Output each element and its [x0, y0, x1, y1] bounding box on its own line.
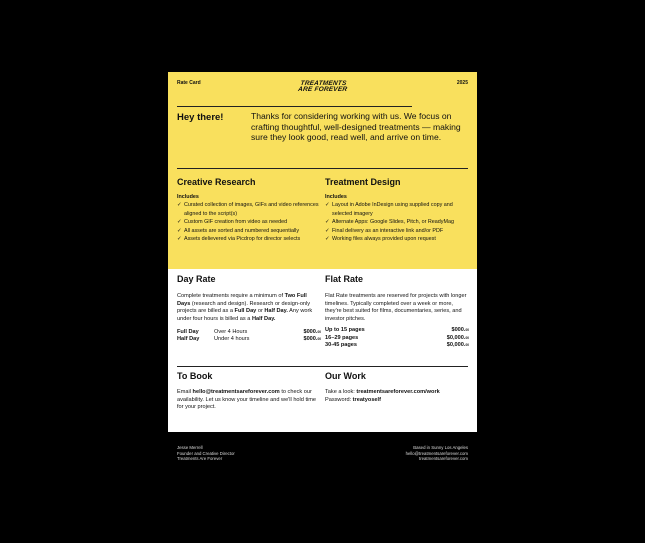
list-item-text: Alternate Apps: Google Slides, Pitch, or ReadyMag — [332, 219, 454, 226]
creative-research-section — [177, 177, 321, 244]
footer-name: Jesse Merrell — [177, 445, 203, 450]
footer-role: Founder and Creative Director — [177, 450, 235, 456]
intro-heading: Hey there! — [177, 112, 224, 123]
day-rate-row-full — [177, 329, 321, 336]
check-icon: ✓ — [177, 202, 182, 208]
flat-rate-text: Flat Rate treatments are reserved for projects with longer timelines. Typically completed over a week or more, they're best suited for films, documentaries, series, and investor pitches. — [325, 293, 467, 322]
to-book-section — [177, 371, 321, 412]
flat-rate-title: Flat Rate — [325, 274, 364, 284]
treatment-design-section — [325, 177, 469, 244]
list-item-text: Working files always provided upon request — [332, 236, 436, 243]
rate-label: Full Day — [177, 329, 199, 336]
list-item-text: Custom GIF creation from video as needed — [184, 219, 288, 226]
brand-logo — [297, 81, 349, 93]
rate-description: Under 4 hours — [214, 336, 250, 343]
check-icon: ✓ — [177, 236, 182, 243]
flat-rate-section — [325, 274, 469, 350]
footer — [168, 432, 477, 470]
list-item-text: Layout in Adobe InDesign using supplied copy and selected imagery — [332, 202, 453, 217]
footer-email-link[interactable]: hello@treatmentsareforever.com — [405, 450, 468, 456]
creative-research-title: Creative Research — [177, 177, 256, 187]
rate-description: Over 4 Hours — [214, 329, 248, 336]
rate-card-sheet — [168, 72, 477, 470]
rate-label: 16–29 pages — [325, 334, 359, 341]
treatment-design-includes-label: Includes — [325, 194, 347, 200]
check-icon: ✓ — [325, 227, 330, 234]
rate-label: Half Day — [177, 336, 200, 343]
list-item-text: All assets are sorted and numbered sequentially — [184, 227, 300, 234]
check-icon: ✓ — [325, 236, 330, 243]
list-item — [325, 227, 469, 236]
flat-rate-row — [325, 327, 469, 334]
to-book-text: Email hello@treatmentsareforever.com to check our availability. Let us know your timeline and we'll hold time for your project. — [177, 389, 317, 411]
logo-line-2: ARE FOREVER — [297, 86, 348, 93]
our-work-text: Take a look: treatmentsareforever.com/work Password: treatyoself — [325, 389, 440, 403]
footer-website-link[interactable]: treatmentsareforever.com — [419, 456, 468, 462]
check-icon: ✓ — [177, 219, 182, 226]
treatment-design-title: Treatment Design — [325, 177, 401, 187]
work-link[interactable]: treatmentsareforever.com/work — [356, 389, 440, 395]
footer-left — [177, 445, 235, 462]
rate-price: $0,000.00 — [446, 334, 469, 341]
footer-location: Based in Sunny Los Angeles — [413, 445, 468, 450]
list-item — [177, 201, 321, 218]
flat-rate-row — [325, 342, 469, 349]
list-item-text: Curated collection of images, GIFs and video references aligned to the script(s) — [184, 202, 319, 217]
divider-services — [177, 168, 468, 169]
day-rate-text: Complete treatments require a minimum of Two Full Days (research and design). Research or design-only projects are billed as a Full Day or Half Day. Any work under four hours is billed as a Half Day. — [177, 293, 313, 322]
list-item — [177, 218, 321, 227]
list-item-text: Assets delievered via Picdrop for director selects — [184, 236, 301, 243]
day-rate-section — [177, 274, 321, 343]
list-item — [325, 218, 469, 227]
booking-email-link[interactable]: hello@treatmentsareforever.com — [192, 389, 280, 395]
list-item — [177, 227, 321, 236]
logo-line-1: TREATMENTS — [300, 80, 347, 87]
creative-research-list — [177, 201, 321, 244]
check-icon: ✓ — [325, 219, 330, 226]
day-rate-row-half — [177, 336, 321, 343]
doc-year: 2025 — [456, 80, 468, 86]
flat-rate-row — [325, 335, 469, 342]
work-password: treatyoself — [352, 396, 381, 403]
our-work-section — [325, 371, 469, 404]
to-book-title: To Book — [177, 371, 213, 381]
creative-research-includes-label: Includes — [177, 194, 199, 200]
doc-label: Rate Card — [177, 80, 201, 86]
rate-label: 30-45 pages — [325, 342, 358, 349]
list-item-text: Final delivery as an interactive link and/or PDF — [332, 227, 444, 234]
list-item — [177, 235, 321, 244]
check-icon: ✓ — [325, 202, 330, 208]
divider-top — [177, 106, 412, 107]
rate-label: Up to 15 pages — [325, 327, 365, 334]
footer-company: Treatments Are Forever — [177, 456, 223, 462]
footer-right — [406, 445, 468, 462]
check-icon: ✓ — [177, 227, 182, 234]
divider-contact — [177, 366, 468, 367]
rate-price: $000.00 — [303, 336, 321, 343]
our-work-title: Our Work — [325, 371, 366, 381]
rate-price: $0,000.00 — [446, 342, 469, 349]
intro-text: Thanks for considering working with us. We focus on crafting thoughtful, well-designed treatments — making sure they look good, read well, and arrive on time. — [251, 111, 461, 142]
list-item — [325, 201, 469, 218]
list-item — [325, 235, 469, 244]
rate-price: $000.00 — [451, 327, 469, 334]
day-rate-title: Day Rate — [177, 274, 216, 284]
treatment-design-list — [325, 201, 469, 244]
rate-price: $000.00 — [303, 329, 321, 336]
